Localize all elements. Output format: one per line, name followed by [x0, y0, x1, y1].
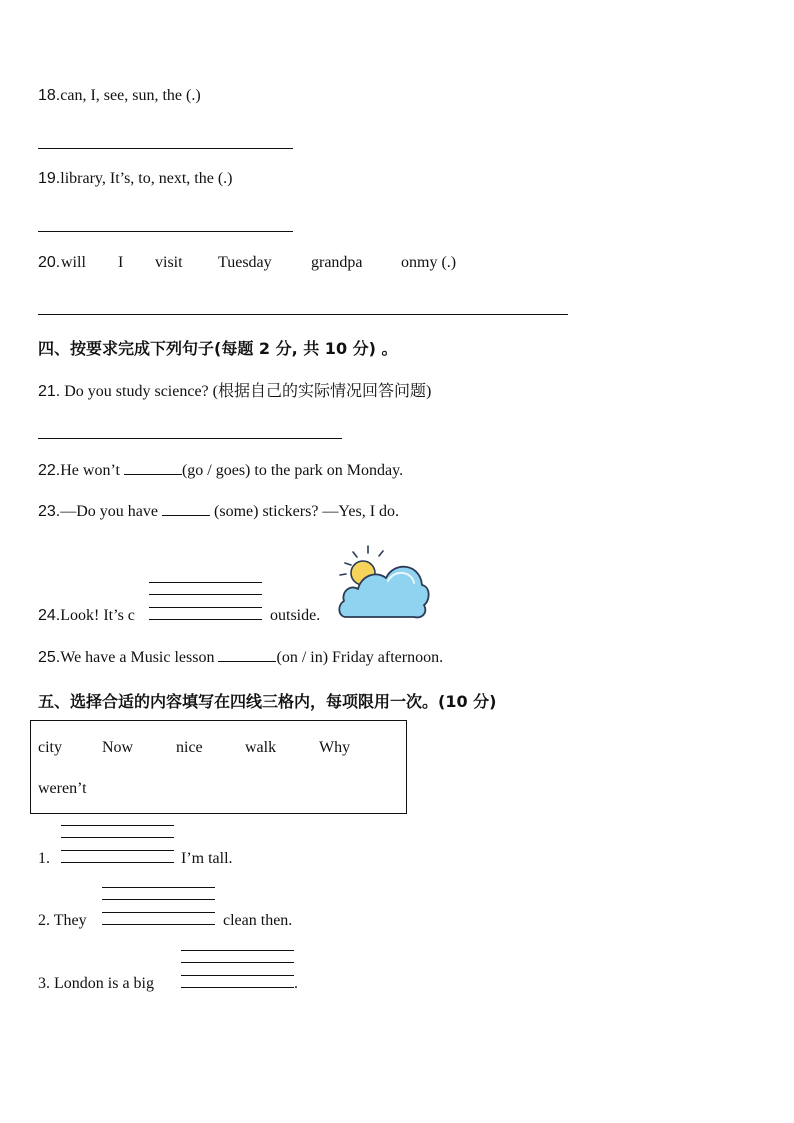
- section-5-title: 五、选择合适的内容填写在四线三格内，每项限用一次。(10 分): [38, 692, 497, 711]
- fill-blank-25[interactable]: [218, 661, 276, 662]
- word-bank-box: [30, 720, 407, 814]
- sentence-3: [38, 975, 154, 993]
- question-text: can, I, see, sun, the (.): [60, 87, 201, 104]
- word-bank-item: Now: [102, 739, 134, 756]
- four-line-grid-2[interactable]: [102, 887, 215, 925]
- sentence-number: 3.: [38, 975, 50, 992]
- section-4-title: 四、按要求完成下列句子(每题 2 分, 共 10 分) 。: [38, 339, 398, 358]
- four-line-grid-3[interactable]: [181, 950, 294, 988]
- question-text-after: (on / in) Friday afternoon.: [276, 649, 444, 666]
- question-text: library, It’s, to, next, the (.): [60, 170, 233, 187]
- partly-cloudy-weather-icon: [336, 543, 430, 621]
- sentence-1-text: I’m tall.: [181, 850, 233, 867]
- question-text: Do you study science? (根据自己的实际情况回答问题): [60, 383, 432, 400]
- fill-blank-22[interactable]: [124, 474, 182, 475]
- sentence-2: [38, 912, 87, 930]
- question-text-after: (some) stickers? —Yes, I do.: [210, 503, 400, 520]
- question-number: 23.: [38, 503, 61, 520]
- sentence-2-text-after: clean then.: [223, 912, 293, 929]
- sentence-text-before: They: [53, 912, 87, 929]
- question-text-before: Look! It’s c: [60, 607, 135, 624]
- question-number: 19.: [38, 170, 61, 187]
- word-bank-item: Why: [319, 739, 351, 756]
- sentence-text-before: London is a big: [54, 975, 154, 992]
- question-19: [38, 170, 233, 188]
- four-line-grid-24[interactable]: [149, 582, 262, 620]
- word: onmy (.): [401, 254, 457, 271]
- word-bank-item: city: [38, 739, 62, 756]
- four-line-grid-1[interactable]: [61, 825, 174, 863]
- question-text-before: We have a Music lesson: [60, 649, 219, 666]
- answer-line-21[interactable]: [38, 438, 342, 439]
- question-number: 20.: [38, 254, 61, 271]
- word: I: [118, 254, 124, 271]
- question-number: 18.: [38, 87, 61, 104]
- question-24: [38, 607, 135, 625]
- question-23: [38, 503, 399, 521]
- answer-line-20[interactable]: [38, 314, 568, 315]
- word: will: [61, 254, 86, 271]
- question-22: [38, 462, 403, 480]
- word: visit: [155, 254, 183, 271]
- answer-line-19[interactable]: [38, 231, 293, 232]
- question-21: [38, 378, 431, 401]
- sentence-1-number: 1.: [38, 850, 50, 867]
- question-18: [38, 87, 201, 105]
- question-20: [38, 254, 558, 272]
- question-number: 21.: [38, 383, 61, 400]
- sentence-number: 2.: [38, 912, 50, 929]
- fill-blank-23[interactable]: [162, 515, 210, 516]
- question-text-before: —Do you have: [60, 503, 163, 520]
- question-text-before: He won’t: [60, 462, 124, 479]
- question-text-after: (go / goes) to the park on Monday.: [181, 462, 404, 479]
- answer-line-18[interactable]: [38, 148, 293, 149]
- word-bank-item: nice: [176, 739, 203, 756]
- question-25: [38, 649, 443, 667]
- sentence-3-text-after: .: [294, 975, 298, 992]
- question-text-after: outside.: [270, 607, 321, 624]
- question-number: 22.: [38, 462, 61, 479]
- word: Tuesday: [218, 254, 272, 271]
- question-number: 24.: [38, 607, 61, 624]
- word-bank-item: weren’t: [38, 780, 87, 797]
- word-bank-item: walk: [245, 739, 277, 756]
- word: grandpa: [311, 254, 363, 271]
- question-number: 25.: [38, 649, 61, 666]
